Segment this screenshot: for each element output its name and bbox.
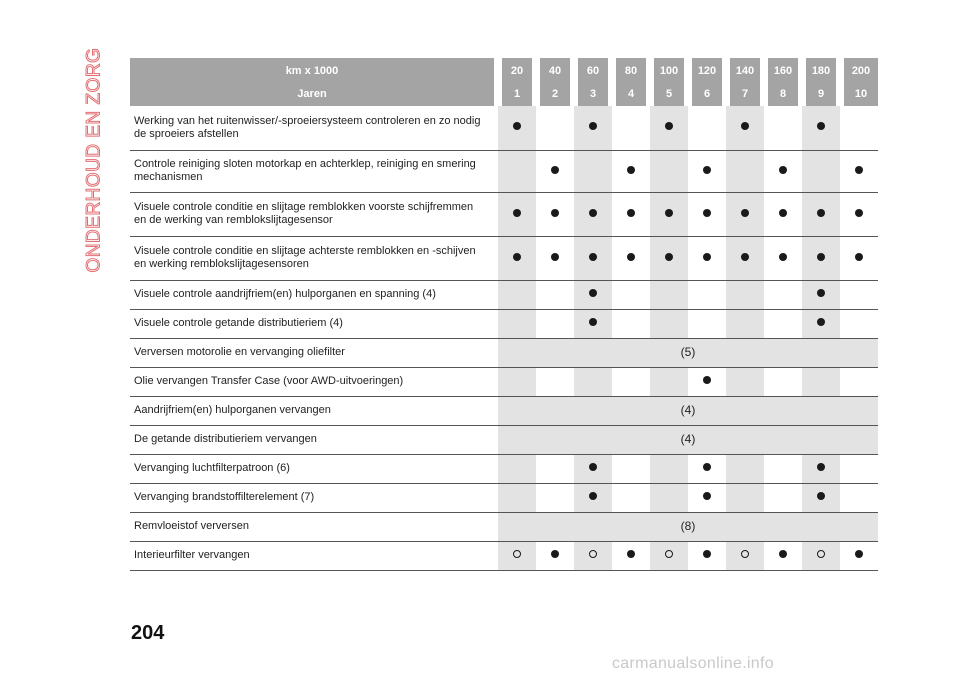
table-row (130, 454, 878, 483)
header-year-5: 5 (650, 83, 688, 106)
interval-cell (536, 483, 574, 512)
filled-dot-icon (703, 209, 711, 217)
interval-cell (574, 309, 612, 338)
task-label: Vervanging brandstoffilterelement (7) (130, 483, 498, 512)
filled-dot-icon (703, 253, 711, 261)
interval-cell (840, 150, 878, 192)
chapter-title (82, 48, 106, 272)
interval-cell (536, 150, 574, 192)
interval-cell (650, 280, 688, 309)
interval-cell (764, 150, 802, 192)
interval-cell (650, 150, 688, 192)
interval-cell (802, 106, 840, 150)
interval-cell (498, 541, 536, 570)
header-km-160: 160 (764, 58, 802, 83)
page-number: 204 (131, 622, 165, 644)
filled-dot-icon (779, 209, 787, 217)
filled-dot-icon (589, 318, 597, 326)
header-year-8: 8 (764, 83, 802, 106)
interval-cell (498, 280, 536, 309)
interval-cell (688, 541, 726, 570)
table-row (130, 280, 878, 309)
interval-cell (612, 454, 650, 483)
header-years-row (130, 83, 878, 106)
filled-dot-icon (817, 253, 825, 261)
interval-cell (650, 541, 688, 570)
task-label: Verversen motorolie en vervanging oliefilter (130, 338, 498, 367)
task-label: Controle reiniging sloten motorkap en achterklep, reiniging en smering mechanismen (130, 150, 498, 192)
open-circle-icon (741, 550, 749, 558)
interval-cell (802, 192, 840, 236)
interval-cell (650, 192, 688, 236)
interval-cell (726, 454, 764, 483)
interval-cell (498, 309, 536, 338)
interval-cell (536, 454, 574, 483)
interval-cell (574, 150, 612, 192)
interval-cell (726, 236, 764, 280)
task-note: (4) (498, 396, 878, 425)
filled-dot-icon (703, 166, 711, 174)
header-year-6: 6 (688, 83, 726, 106)
filled-dot-icon (589, 463, 597, 471)
interval-cell (574, 541, 612, 570)
interval-cell (498, 454, 536, 483)
header-km-40: 40 (536, 58, 574, 83)
task-label: Visuele controle aandrijfriem(en) hulporganen en spanning (4) (130, 280, 498, 309)
schedule-body (130, 106, 878, 570)
filled-dot-icon (855, 209, 863, 217)
interval-cell (802, 367, 840, 396)
header-km-80: 80 (612, 58, 650, 83)
filled-dot-icon (703, 550, 711, 558)
interval-cell (726, 309, 764, 338)
interval-cell (688, 280, 726, 309)
interval-cell (764, 106, 802, 150)
header-km-100: 100 (650, 58, 688, 83)
interval-cell (688, 236, 726, 280)
filled-dot-icon (817, 209, 825, 217)
filled-dot-icon (817, 492, 825, 500)
km-label: km x 1000 (130, 58, 498, 83)
interval-cell (498, 192, 536, 236)
interval-cell (688, 150, 726, 192)
interval-cell (536, 309, 574, 338)
task-label: Aandrijfriem(en) hulporganen vervangen (130, 396, 498, 425)
interval-cell (688, 454, 726, 483)
open-circle-icon (665, 550, 673, 558)
header-km-180: 180 (802, 58, 840, 83)
interval-cell (764, 309, 802, 338)
header-km-row (130, 58, 878, 83)
filled-dot-icon (703, 376, 711, 384)
interval-cell (574, 483, 612, 512)
task-label: Visuele controle conditie en slijtage remblokken voorste schijfremmen en de werking van remblokslijtagesensor (130, 192, 498, 236)
interval-cell (650, 367, 688, 396)
table-row (130, 192, 878, 236)
filled-dot-icon (513, 209, 521, 217)
open-circle-icon (589, 550, 597, 558)
filled-dot-icon (779, 253, 787, 261)
interval-cell (650, 454, 688, 483)
interval-cell (764, 483, 802, 512)
interval-cell (688, 367, 726, 396)
table-row (130, 106, 878, 150)
filled-dot-icon (551, 166, 559, 174)
interval-cell (840, 541, 878, 570)
interval-cell (688, 309, 726, 338)
task-label: De getande distributieriem vervangen (130, 425, 498, 454)
filled-dot-icon (589, 492, 597, 500)
interval-cell (574, 280, 612, 309)
interval-cell (840, 367, 878, 396)
header-year-7: 7 (726, 83, 764, 106)
filled-dot-icon (817, 463, 825, 471)
filled-dot-icon (551, 209, 559, 217)
filled-dot-icon (741, 122, 749, 130)
open-circle-icon (817, 550, 825, 558)
task-label: Visuele controle getande distributieriem (4) (130, 309, 498, 338)
years-label: Jaren (130, 83, 498, 106)
interval-cell (612, 541, 650, 570)
interval-cell (574, 192, 612, 236)
interval-cell (802, 236, 840, 280)
interval-cell (612, 280, 650, 309)
interval-cell (536, 106, 574, 150)
interval-cell (688, 192, 726, 236)
interval-cell (764, 367, 802, 396)
interval-cell (498, 483, 536, 512)
interval-cell (764, 236, 802, 280)
header-km-120: 120 (688, 58, 726, 83)
maintenance-schedule-table (130, 58, 878, 571)
filled-dot-icon (855, 166, 863, 174)
interval-cell (650, 236, 688, 280)
interval-cell (726, 280, 764, 309)
filled-dot-icon (741, 253, 749, 261)
task-note: (4) (498, 425, 878, 454)
filled-dot-icon (665, 209, 673, 217)
open-circle-icon (513, 550, 521, 558)
header-year-2: 2 (536, 83, 574, 106)
interval-cell (726, 367, 764, 396)
interval-cell (498, 106, 536, 150)
filled-dot-icon (627, 166, 635, 174)
interval-cell (612, 236, 650, 280)
table-row (130, 236, 878, 280)
interval-cell (764, 280, 802, 309)
interval-cell (574, 367, 612, 396)
interval-cell (726, 192, 764, 236)
interval-cell (574, 454, 612, 483)
interval-cell (612, 483, 650, 512)
chapter-title-text: ONDERHOUD EN ZORG (83, 47, 104, 273)
table-row (130, 425, 878, 454)
header-km-20: 20 (498, 58, 536, 83)
interval-cell (688, 483, 726, 512)
interval-cell (498, 367, 536, 396)
table-row (130, 512, 878, 541)
filled-dot-icon (703, 492, 711, 500)
filled-dot-icon (513, 122, 521, 130)
table-row (130, 541, 878, 570)
header-km-200: 200 (840, 58, 878, 83)
task-label: Vervanging luchtfilterpatroon (6) (130, 454, 498, 483)
interval-cell (498, 150, 536, 192)
filled-dot-icon (589, 253, 597, 261)
interval-cell (612, 192, 650, 236)
interval-cell (650, 106, 688, 150)
interval-cell (612, 150, 650, 192)
header-year-1: 1 (498, 83, 536, 106)
table-row (130, 150, 878, 192)
filled-dot-icon (741, 209, 749, 217)
interval-cell (650, 309, 688, 338)
interval-cell (840, 454, 878, 483)
header-year-4: 4 (612, 83, 650, 106)
interval-cell (726, 483, 764, 512)
header-year-10: 10 (840, 83, 878, 106)
interval-cell (612, 309, 650, 338)
interval-cell (726, 541, 764, 570)
filled-dot-icon (627, 550, 635, 558)
watermark: carmanualsonline.info (612, 655, 774, 672)
header-km-60: 60 (574, 58, 612, 83)
filled-dot-icon (627, 209, 635, 217)
task-label: Olie vervangen Transfer Case (voor AWD-uitvoeringen) (130, 367, 498, 396)
interval-cell (840, 106, 878, 150)
filled-dot-icon (665, 253, 673, 261)
filled-dot-icon (817, 318, 825, 326)
interval-cell (840, 483, 878, 512)
table-row (130, 483, 878, 512)
filled-dot-icon (779, 166, 787, 174)
header-km-140: 140 (726, 58, 764, 83)
filled-dot-icon (551, 550, 559, 558)
filled-dot-icon (703, 463, 711, 471)
header-year-3: 3 (574, 83, 612, 106)
filled-dot-icon (855, 253, 863, 261)
filled-dot-icon (817, 122, 825, 130)
task-label: Werking van het ruitenwisser/-sproeiersysteem controleren en zo nodig de sproeiers afstellen (130, 106, 498, 150)
interval-cell (688, 106, 726, 150)
interval-cell (802, 541, 840, 570)
interval-cell (536, 236, 574, 280)
filled-dot-icon (513, 253, 521, 261)
interval-cell (726, 150, 764, 192)
filled-dot-icon (589, 289, 597, 297)
interval-cell (574, 106, 612, 150)
interval-cell (498, 236, 536, 280)
interval-cell (612, 106, 650, 150)
interval-cell (802, 280, 840, 309)
interval-cell (840, 236, 878, 280)
task-label: Remvloeistof verversen (130, 512, 498, 541)
filled-dot-icon (551, 253, 559, 261)
interval-cell (802, 454, 840, 483)
interval-cell (650, 483, 688, 512)
task-note: (8) (498, 512, 878, 541)
task-label: Interieurfilter vervangen (130, 541, 498, 570)
interval-cell (726, 106, 764, 150)
filled-dot-icon (779, 550, 787, 558)
interval-cell (840, 192, 878, 236)
interval-cell (802, 309, 840, 338)
filled-dot-icon (855, 550, 863, 558)
interval-cell (612, 367, 650, 396)
interval-cell (536, 367, 574, 396)
interval-cell (574, 236, 612, 280)
header-year-9: 9 (802, 83, 840, 106)
interval-cell (764, 541, 802, 570)
task-note: (5) (498, 338, 878, 367)
interval-cell (536, 280, 574, 309)
filled-dot-icon (627, 253, 635, 261)
filled-dot-icon (665, 122, 673, 130)
interval-cell (536, 192, 574, 236)
interval-cell (802, 150, 840, 192)
interval-cell (536, 541, 574, 570)
filled-dot-icon (589, 209, 597, 217)
filled-dot-icon (817, 289, 825, 297)
interval-cell (764, 192, 802, 236)
interval-cell (802, 483, 840, 512)
interval-cell (840, 280, 878, 309)
filled-dot-icon (589, 122, 597, 130)
table-row (130, 367, 878, 396)
task-label: Visuele controle conditie en slijtage achterste remblokken en -schijven en werking remblokslijtagesensoren (130, 236, 498, 280)
table-row (130, 338, 878, 367)
interval-cell (840, 309, 878, 338)
interval-cell (764, 454, 802, 483)
table-row (130, 309, 878, 338)
table-row (130, 396, 878, 425)
